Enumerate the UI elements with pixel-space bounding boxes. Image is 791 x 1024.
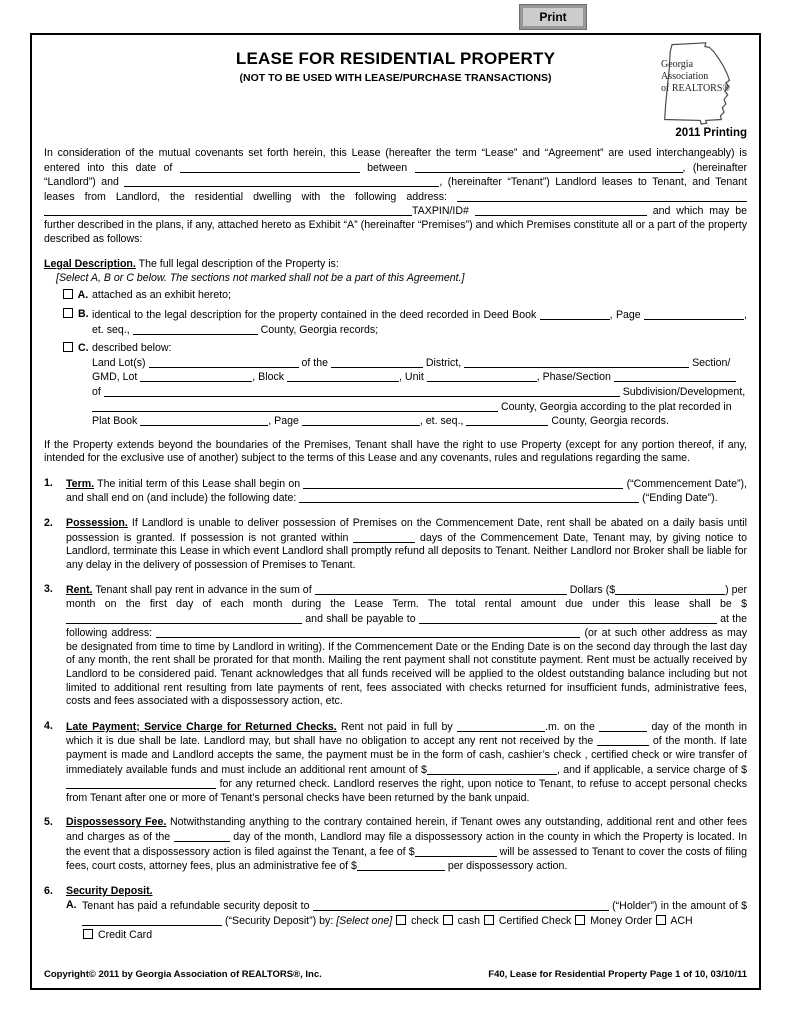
blank-field [82, 914, 222, 926]
item-label: 1. [44, 476, 53, 489]
item-label: 5. [44, 816, 53, 829]
gar-logo-line: of REALTORS® [661, 83, 730, 94]
item-marker [44, 583, 53, 597]
blank-field [419, 612, 717, 624]
blank-field [133, 323, 258, 335]
legal-option-c: C. described below: [44, 342, 747, 356]
blank-field [415, 845, 497, 857]
form-title: LEASE FOR RESIDENTIAL PROPERTY [235, 49, 556, 68]
blank-field [174, 830, 230, 842]
blank-field [66, 777, 216, 789]
blank-field [315, 583, 567, 595]
printing-year-label: 2011 Printing [675, 127, 747, 139]
blank-field [104, 385, 620, 397]
item-label: A. [77, 289, 89, 302]
footer-copyright: Copyright© 2011 by Georgia Association of REALTORS®, Inc. [44, 969, 322, 980]
blank-field [427, 763, 557, 775]
checkbox-icon[interactable] [484, 915, 494, 925]
item-label: 2. [44, 517, 53, 530]
item-label: B. [77, 307, 89, 320]
text-run: Dispossessory Fee. [66, 816, 167, 829]
item-label: 4. [44, 719, 53, 732]
text-run: [Select one] [336, 914, 393, 927]
checkbox-icon[interactable] [83, 929, 93, 939]
form-footer [44, 963, 747, 980]
section-6-security-deposit [44, 885, 747, 899]
item-marker [44, 720, 53, 734]
item-label: C. [77, 342, 89, 355]
checkbox-icon[interactable] [63, 342, 73, 352]
blank-field [457, 190, 747, 202]
blank-field [457, 720, 545, 732]
section-3-rent: 3. Rent. Tenant shall pay rent in advance in the sum of Dollars ($ ) per month on the first day of each month during the Lease Term. The total rental amount due under this lease shall be $ and shall be payable to at the following address: (or at such other address as may be designated from time to time by Landlord in writing). If the Commencement Date or the Ending Date is on the second day through the last day of any month, the rent shall be prorated for that month. Mailing the rent payment shall not constitute payment. Rent must be actually received by Landlord to be considered paid. Tenant acknowledges that all funds received will be applied to the oldest outstanding balance including but not limited to additional rent resulting from late payments of rent, fees associated with checks returned for insufficient funds, administrative fees, costs and fees associated with a dispossessory action, etc. [44, 583, 747, 708]
blank-field [44, 204, 412, 216]
legal-option-a: A. attached as an exhibit hereto; [44, 289, 747, 303]
checkbox-icon[interactable] [443, 915, 453, 925]
legal-c-line-3: of Subdivision/Development, [92, 385, 746, 398]
item-marker [44, 885, 53, 899]
item-label: A. [66, 899, 77, 912]
item-marker [62, 342, 89, 356]
form-header [44, 41, 747, 143]
blank-field [599, 720, 647, 732]
blank-field [427, 370, 537, 382]
form-subtitle: (NOT TO BE USED WITH LEASE/PURCHASE TRANSACTIONS) [239, 72, 552, 84]
section-4-late-payment: 4. Late Payment; Service Charge for Returned Checks. Rent not paid in full by .m. on the day of the month in which it is due shall be late. Landlord may, but shall have no obligation to accept any rent not received by the of the month. If late payment is made and Landlord accepts the same, the payment must be in the form of cash, cashier’s check , certified check or wire transfer of immediately available funds and must include an additional rent amount of $ , and if applicable, a service charge of $ for any returned check. Landlord reserves the right, upon notice to Tenant, to refuse to accept personal checks from Tenant after one or more of Tenant’s personal checks have been returned by the bank unpaid. [44, 719, 747, 804]
item-marker [62, 308, 89, 322]
item-label: 6. [44, 884, 53, 897]
gar-logo-line: Association [661, 71, 709, 82]
blank-field [149, 356, 299, 368]
gar-logo-text [661, 59, 730, 95]
legal-c-line-4: County, Georgia according to the plat recorded in [44, 400, 747, 415]
checkbox-icon[interactable] [575, 915, 585, 925]
legal-description-heading: Legal Description. The full legal description of the Property is: [44, 258, 339, 271]
legal-c-line-2: GMD, Lot , Block , Unit , Phase/Section [44, 370, 747, 385]
blank-field [644, 308, 744, 320]
intro-paragraph: In consideration of the mutual covenants set forth herein, this Lease (hereafter the term “Lease” and “Agreement” are used interchangeably) is entered into this date of between , (hereinafter “Landlord”) and , (hereinafter “Tenant”) Landlord leases to Tenant, and Tenant leases from Landlord, the residential dwelling with the following address: TAXPIN/ID# and which may be further described in the plans, if any, attached hereto as Exhibit “A” (hereinafter “Premises”) and which Premises constitute all or a part of the property described as follows: [44, 147, 748, 245]
blank-field [92, 400, 498, 412]
blank-field [299, 491, 639, 503]
item-marker [66, 899, 77, 913]
blank-field [66, 612, 302, 624]
text-run: Rent. [66, 584, 93, 597]
text-run: Term. [66, 477, 95, 490]
checkbox-icon[interactable] [63, 289, 73, 299]
text-run: [Select A, B or C below. The sections not marked shall not be a part of this Agreement.] [56, 271, 465, 284]
item-marker [44, 816, 53, 830]
blank-field [156, 626, 580, 638]
print-button[interactable]: Print [520, 5, 586, 29]
blank-field [615, 583, 725, 595]
select-instruction [44, 272, 747, 286]
blank-field [180, 161, 360, 173]
item-label: 3. [44, 583, 53, 596]
blank-field [597, 734, 649, 746]
property-extends-paragraph: If the Property extends beyond the boundaries of the Premises, Tenant shall have the right to use Property (except for any portion thereof, if any, intended for the exclusive use of another) subject to the terms of this Lease and any covenants, rules and regulations regarding the same. [44, 438, 747, 465]
blank-field [140, 414, 268, 426]
doc-body [44, 143, 747, 942]
blank-field [353, 531, 415, 543]
blank-field [357, 859, 445, 871]
gar-logo-line: Georgia [661, 59, 694, 70]
footer-form-id: F40, Lease for Residential Property Page 1 of 10, 03/10/11 [488, 969, 747, 980]
section-1-term: 1. Term. The initial term of this Lease shall begin on (“Commencement Date”), and shall end on (and include) the following date: (“Ending Date”). [44, 476, 747, 505]
blank-field [475, 204, 647, 216]
blank-field [313, 899, 609, 911]
blank-field [140, 370, 252, 382]
section-5-dispossessory-fee: 5. Dispossessory Fee. Notwithstanding anything to the contrary contained herein, if Tenant owes any outstanding, additional rent and other fees and charges as of the day of the month, Landlord may file a dispossessory action in the county in which the Property is located. In the event that a dispossessory action is filed against the Tenant, a fee of $ will be assessed to Tenant to cover the costs of filing fees, court costs, attorney fees, plus an administrative fee of $ per dispossessory action. [44, 816, 748, 873]
blank-field [614, 370, 736, 382]
blank-field [331, 356, 423, 368]
lease-form-document [30, 33, 761, 990]
blank-field [464, 356, 689, 368]
blank-field [303, 477, 623, 489]
gar-logo [637, 41, 749, 139]
item-marker [62, 289, 88, 303]
checkbox-icon[interactable] [63, 308, 73, 318]
blank-field [466, 414, 548, 426]
section-6a-deposit-details: A. Tenant has paid a refundable security deposit to (“Holder”) in the amount of $ (“Security Deposit”) by: [Select one] check cash Certified Check Money Order ACH Credit Card [66, 899, 747, 941]
blank-field [540, 308, 610, 320]
blank-field [302, 414, 420, 426]
text-run: Legal Description. [44, 258, 136, 271]
blank-field [287, 370, 399, 382]
blank-field [124, 175, 439, 187]
checkbox-icon[interactable] [656, 915, 666, 925]
legal-c-line-1: Land Lot(s) of the District, Section/ [92, 356, 731, 369]
text-run: Late Payment; Service Charge for Returned Checks. [66, 720, 337, 733]
legal-option-b: B. identical to the legal description for the property contained in the deed recorded in Deed Book , Page , et. seq., County, Georgia records; [44, 308, 747, 337]
item-marker [44, 517, 53, 531]
item-marker [44, 477, 53, 491]
blank-field [415, 161, 683, 173]
text-run: Security Deposit. [66, 884, 153, 897]
text-run: Possession. [66, 517, 128, 530]
legal-c-line-5: Plat Book , Page , et. seq., County, Georgia records. [92, 415, 669, 428]
section-2-possession: 2. Possession. If Landlord is unable to deliver possession of Premises on the Commencement Date, rent shall be abated on a daily basis until possession is granted. If possession is not granted within days of the Commencement Date, Tenant may, by giving notice to Landlord, terminate this Lease in which event Landlord shall promptly refund all deposits to Tenant. Neither Landlord nor Broker shall be liable for any delay in the delivery of possession of Premises to Tenant. [44, 517, 748, 571]
checkbox-icon[interactable] [396, 915, 406, 925]
